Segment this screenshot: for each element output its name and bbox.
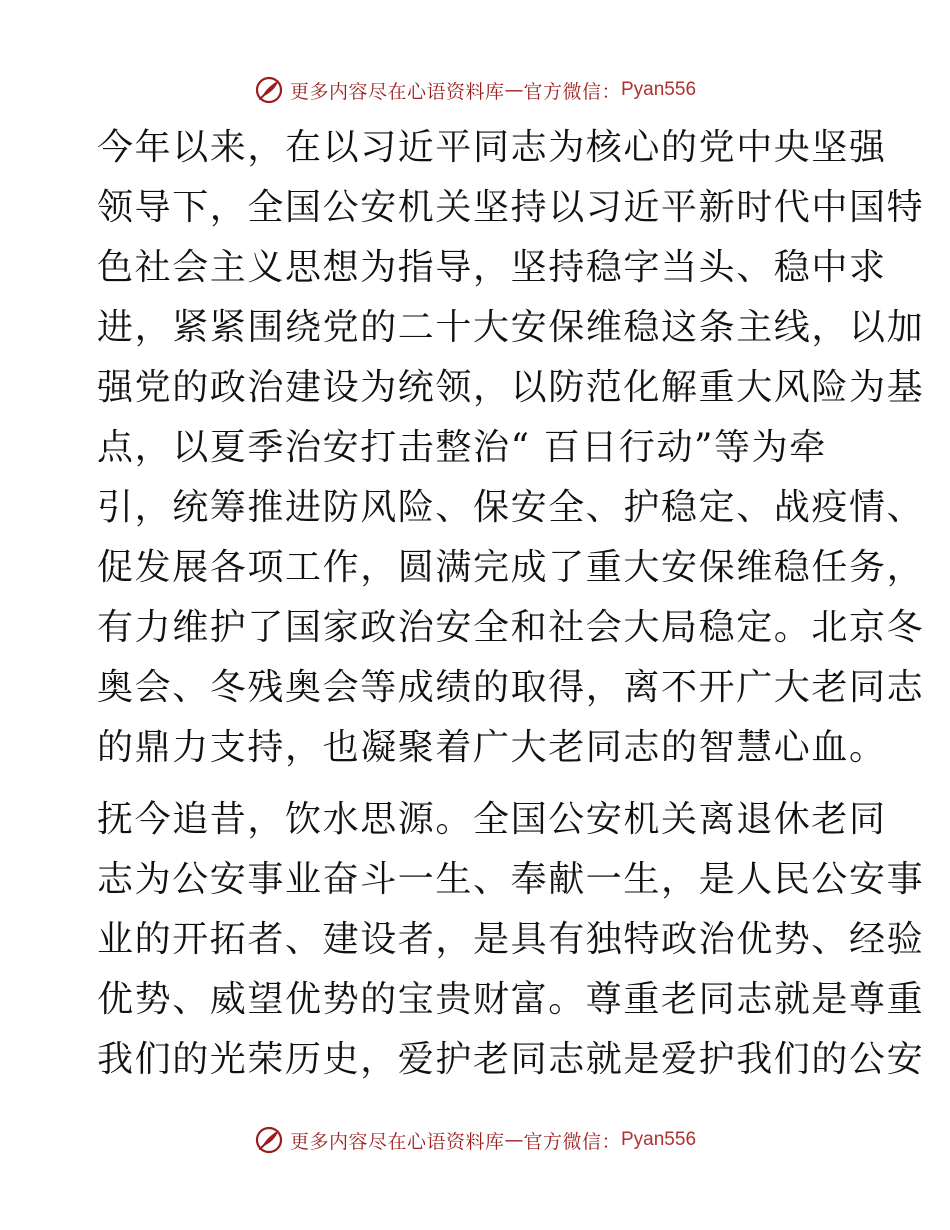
paragraph-2 xyxy=(97,790,925,1090)
header-watermark xyxy=(0,70,950,110)
text-line: 促发展各项工作，圆满完成了重大安保维稳任务， xyxy=(97,547,925,588)
quill-seal-icon xyxy=(254,75,284,105)
text-line: 奥会、冬残奥会等成绩的取得，离不开广大老同志 xyxy=(97,667,925,708)
text-line: 点，以夏季治安打击整治“ 百日行动”等为牵 xyxy=(97,427,827,468)
watermark-contact-id: Pyan556 xyxy=(621,1129,697,1150)
text-line: 的鼎力支持，也凝聚着广大老同志的智慧心血。 xyxy=(97,727,887,768)
text-line: 进，紧紧围绕党的二十大安保维稳这条主线，以加 xyxy=(97,307,925,348)
quill-seal-icon xyxy=(254,1125,284,1155)
watermark-contact-label: 官方微信： xyxy=(523,80,621,103)
text-line: 色社会主义思想为指导，坚持稳字当头、稳中求 xyxy=(97,247,887,288)
watermark-title: 更多内容尽在心语资料库 xyxy=(289,1130,505,1153)
watermark-separator: — xyxy=(504,79,524,101)
text-line: 业的开拓者、建设者，是具有独特政治优势、经验 xyxy=(97,919,925,960)
text-line: 今年以来，在以习近平同志为核心的党中央坚强 xyxy=(97,127,887,168)
watermark-contact-id: Pyan556 xyxy=(621,79,697,100)
text-line: 有力维护了国家政治安全和社会大局稳定。北京冬 xyxy=(97,607,925,648)
paragraph-gap xyxy=(97,778,857,790)
text-line: 领导下，全国公安机关坚持以习近平新时代中国特 xyxy=(97,187,925,228)
watermark-title: 更多内容尽在心语资料库 xyxy=(289,80,505,103)
watermark-separator: — xyxy=(504,1129,524,1151)
footer-watermark xyxy=(0,1120,950,1160)
text-line: 强党的政治建设为统领，以防范化解重大风险为基 xyxy=(97,367,925,408)
text-line: 优势、威望优势的宝贵财富。尊重老同志就是尊重 xyxy=(97,979,925,1020)
text-line: 抚今追昔，饮水思源。全国公安机关离退休老同 xyxy=(97,799,887,840)
watermark-contact-label: 官方微信： xyxy=(523,1130,621,1153)
text-line: 我们的光荣历史，爱护老同志就是爱护我们的公安 xyxy=(97,1039,925,1080)
paragraph-1 xyxy=(97,118,925,778)
text-line: 引，统筹推进防风险、保安全、护稳定、战疫情、 xyxy=(97,487,925,528)
text-line: 志为公安事业奋斗一生、奉献一生，是人民公安事 xyxy=(97,859,925,900)
document-body xyxy=(97,118,925,1090)
